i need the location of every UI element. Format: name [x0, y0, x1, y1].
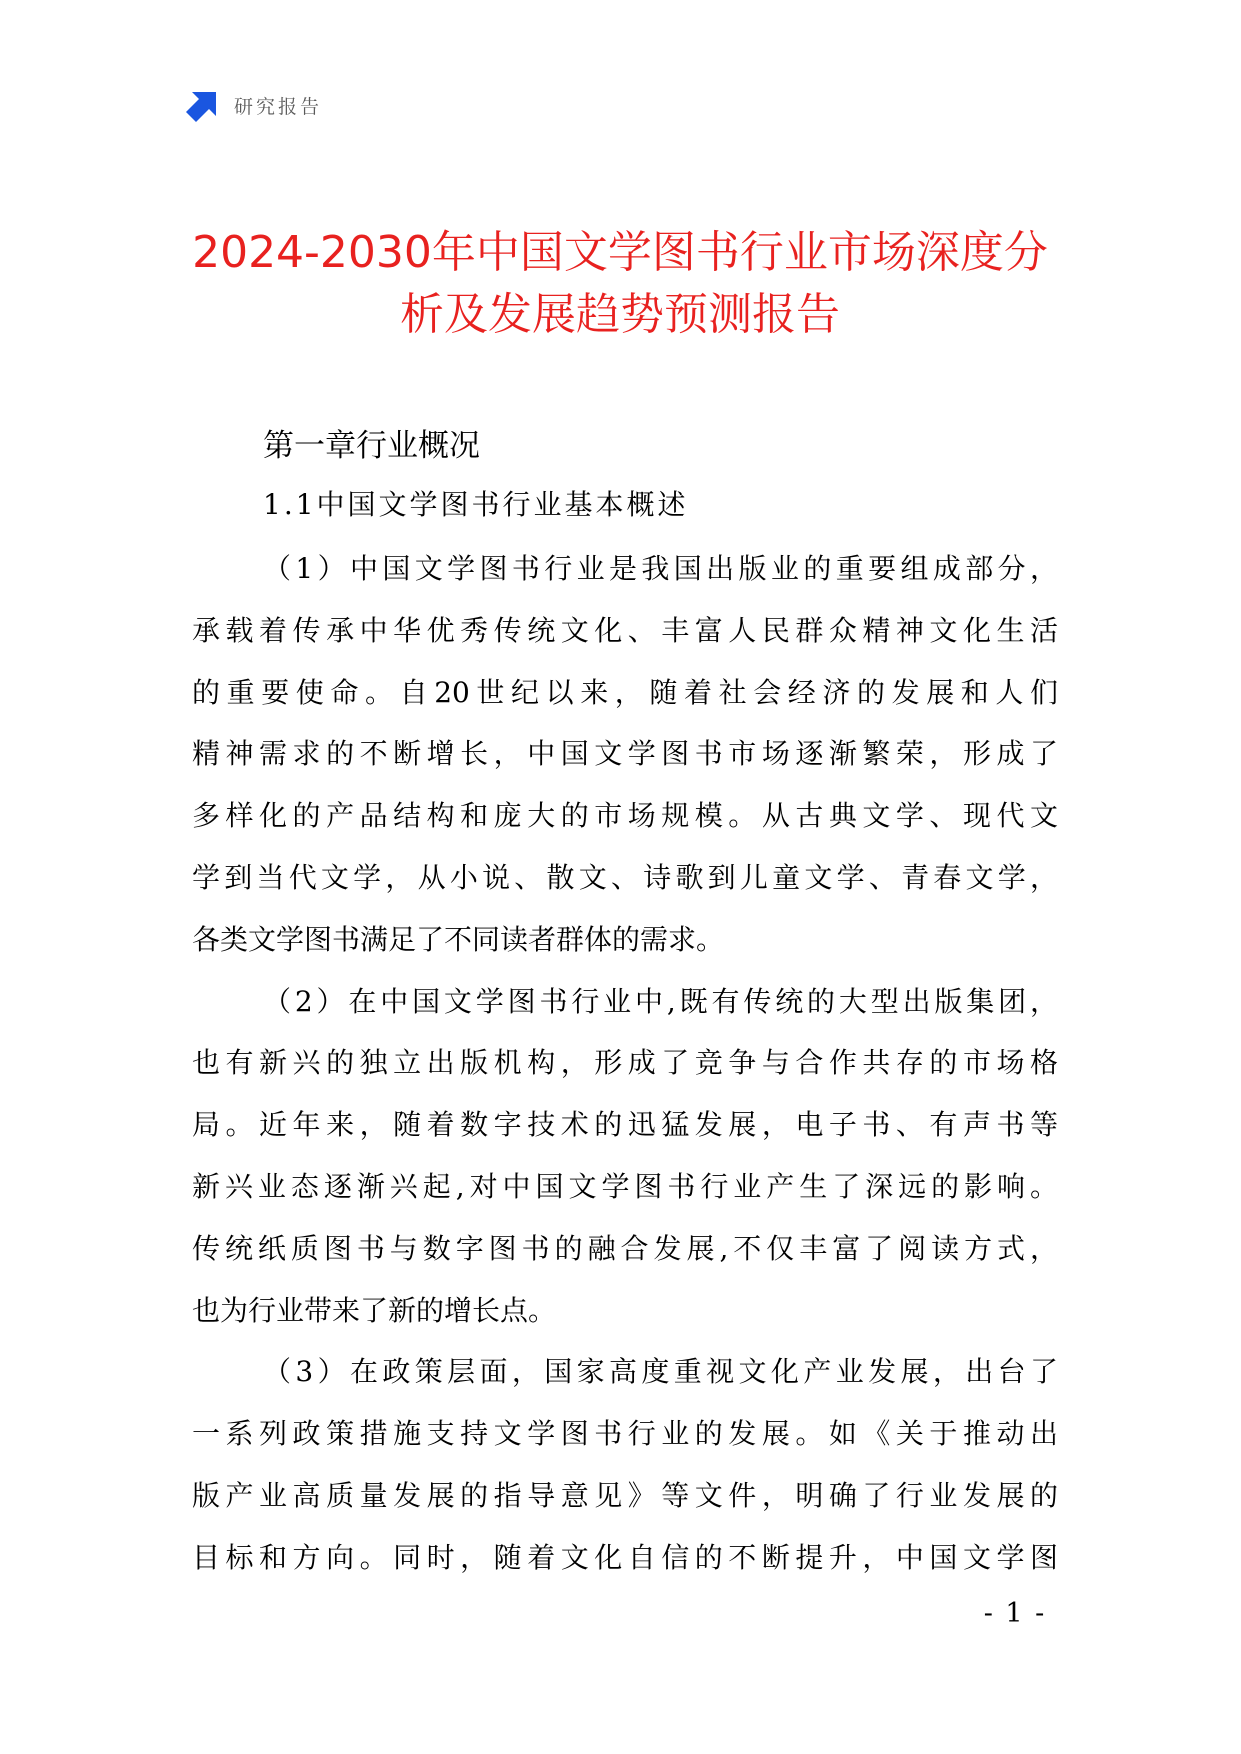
paragraph-line: （1）中国文学图书行业是我国出版业的重要组成部分， — [263, 552, 1058, 585]
paragraph-line: 目标和方向。同时，随着文化自信的不断提升，中国文学图 — [192, 1540, 1058, 1574]
page-number: - 1 - — [983, 1598, 1047, 1629]
arrow-up-right-icon — [186, 88, 220, 122]
paragraph-line: 也有新兴的独立出版机构，形成了竞争与合作共存的市场格 — [192, 1046, 1058, 1080]
title-line-1: 2024-2030年中国文学图书行业市场深度分 — [192, 227, 1048, 278]
paragraph-line: 新兴业态逐渐兴起,对中国文学图书行业产生了深远的影响。 — [192, 1169, 1058, 1203]
paragraph-line: 多样化的产品结构和庞大的市场规模。从古典文学、现代文 — [192, 799, 1058, 833]
paragraph-line: 传统纸质图书与数字图书的融合发展,不仅丰富了阅读方式， — [192, 1231, 1058, 1265]
title-line-2: 析及发展趋势预测报告 — [400, 289, 840, 340]
paragraph-line: 一系列政策措施支持文学图书行业的发展。如《关于推动出 — [192, 1417, 1058, 1451]
chapter-heading: 第一章行业概况 — [263, 428, 480, 464]
section-heading: 1.1中国文学图书行业基本概述 — [263, 488, 689, 521]
paragraph-line: 精神需求的不断增长，中国文学图书市场逐渐繁荣，形成了 — [192, 737, 1058, 771]
paragraph-line: 版产业高质量发展的指导意见》等文件，明确了行业发展的 — [192, 1478, 1058, 1512]
paragraph-line: （2）在中国文学图书行业中,既有传统的大型出版集团， — [263, 984, 1058, 1018]
header-label: 研究报告 — [234, 95, 323, 118]
document-title — [150, 222, 1090, 346]
paragraph-line: 局。近年来，随着数字技术的迅猛发展，电子书、有声书等 — [192, 1108, 1058, 1142]
body-text — [192, 538, 1058, 1589]
paragraph-line: 的重要使命。自20世纪以来，随着社会经济的发展和人们 — [192, 675, 1058, 709]
paragraph-line: （3）在政策层面，国家高度重视文化产业发展，出台了 — [263, 1355, 1058, 1389]
paragraph-line: 也为行业带来了新的增长点。 — [192, 1293, 557, 1327]
paragraph-line: 承载着传承中华优秀传统文化、丰富人民群众精神文化生活 — [192, 613, 1058, 647]
paragraph-line: 学到当代文学，从小说、散文、诗歌到儿童文学、青春文学， — [192, 860, 1058, 894]
document-header — [186, 88, 322, 122]
paragraph-line: 各类文学图书满足了不同读者群体的需求。 — [192, 922, 725, 956]
